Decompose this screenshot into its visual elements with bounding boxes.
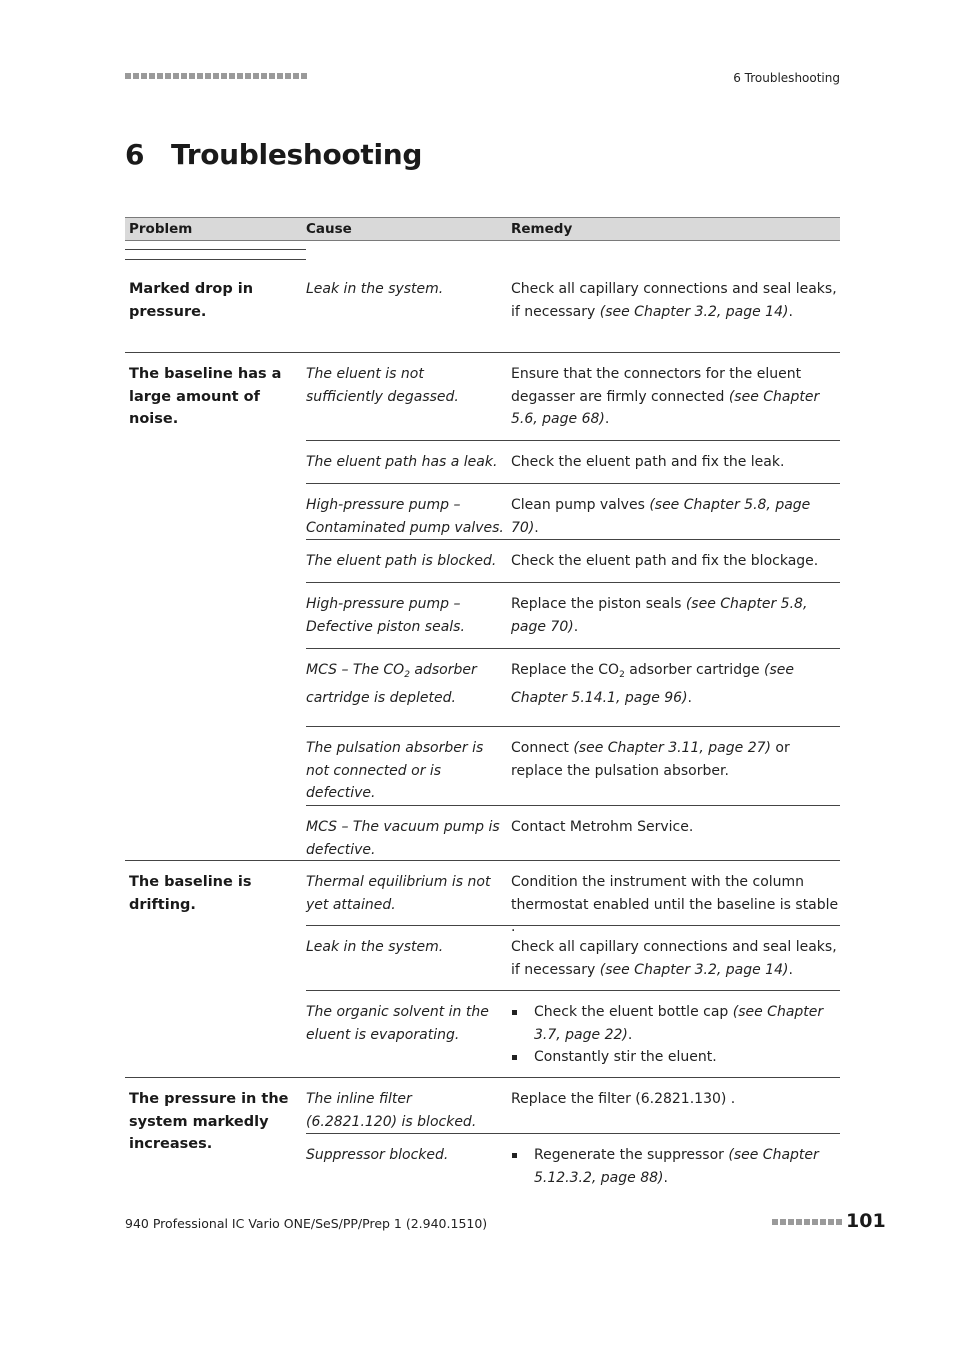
problem-group bbox=[125, 1078, 840, 1194]
cause-cell: Leak in the system. bbox=[306, 281, 444, 297]
header-decoration bbox=[125, 73, 307, 79]
cause-cell: The inline filter (6.2821.120) is blocked. bbox=[306, 1091, 477, 1130]
footer-document-title: 940 Professional IC Vario ONE/SeS/PP/Prep 1 (2.940.1510) bbox=[125, 1216, 488, 1231]
table-row bbox=[306, 268, 840, 352]
remedy-cell: Condition the instrument with the column thermostat enabled until the baseline is stable . bbox=[511, 874, 839, 935]
table-row bbox=[306, 441, 840, 484]
cause-cell: Suppressor blocked. bbox=[306, 1147, 449, 1163]
remedy-cell: Ensure that the connectors for the eluent degasser are firmly connected (see Chapter 5.6, page 68). bbox=[511, 366, 820, 427]
header-cause: Cause bbox=[306, 221, 352, 237]
problem-cell: The baseline is drifting. bbox=[129, 874, 252, 913]
header-problem: Problem bbox=[129, 221, 193, 237]
bullet-icon bbox=[511, 1144, 534, 1189]
table-row bbox=[306, 1134, 840, 1194]
table-row bbox=[306, 727, 840, 806]
cause-cell: MCS – The vacuum pump is defective. bbox=[306, 819, 500, 858]
bullet-icon bbox=[511, 1046, 534, 1069]
troubleshooting-table bbox=[125, 217, 840, 1194]
bullet-item: Constantly stir the eluent. bbox=[511, 1046, 840, 1069]
remedy-cell: Check all capillary connections and seal leaks, if necessary (see Chapter 3.2, page 14). bbox=[511, 939, 837, 978]
remedy-cell: Contact Metrohm Service. bbox=[511, 819, 694, 835]
header-remedy: Remedy bbox=[511, 221, 573, 237]
remedy-cell: Clean pump valves (see Chapter 5.8, page 70). bbox=[511, 497, 811, 536]
problem-cell: Marked drop in pressure. bbox=[129, 281, 254, 320]
cause-cell: The eluent is not sufficiently degassed. bbox=[306, 366, 459, 405]
cause-cell: The eluent path is blocked. bbox=[306, 553, 497, 569]
table-header bbox=[125, 217, 840, 241]
bullet-item: Check the eluent bottle cap (see Chapter 3.7, page 22). bbox=[511, 1001, 840, 1046]
table-row bbox=[306, 806, 840, 860]
cause-cell: The organic solvent in the eluent is evaporating. bbox=[306, 1004, 489, 1043]
page-number: 101 bbox=[846, 1210, 886, 1232]
cause-cell: MCS – The $CO_2$ adsorber cartridge is depleted. bbox=[306, 662, 477, 706]
table-row bbox=[306, 926, 840, 991]
cause-cell: High-pressure pump – Defective piston seals. bbox=[306, 596, 465, 635]
remedy-cell: Check the eluent path and fix the blockage. bbox=[511, 553, 819, 569]
cause-cell: Leak in the system. bbox=[306, 939, 444, 955]
remedy-cell: Replace the piston seals (see Chapter 5.8, page 70). bbox=[511, 596, 808, 635]
bullet-icon bbox=[511, 1001, 534, 1046]
remedy-cell: Connect (see Chapter 3.11, page 27) or replace the pulsation absorber. bbox=[511, 740, 790, 779]
table-row bbox=[306, 540, 840, 583]
remedy-cell bbox=[511, 1134, 840, 1194]
problem-group bbox=[125, 353, 840, 861]
cause-cell: High-pressure pump – Contaminated pump valves. bbox=[306, 497, 504, 536]
table-row bbox=[306, 649, 840, 727]
remedy-cell: Check all capillary connections and seal leaks, if necessary (see Chapter 3.2, page 14). bbox=[511, 281, 837, 320]
problem-group bbox=[125, 861, 840, 1078]
remedy-cell bbox=[511, 991, 840, 1077]
page-title bbox=[125, 138, 422, 171]
table-spacer bbox=[125, 241, 840, 268]
running-header: 6 Troubleshooting bbox=[733, 71, 840, 85]
table-row bbox=[306, 583, 840, 649]
table-row bbox=[306, 861, 840, 935]
remedy-cell: Replace the $CO_2$ adsorber cartridge (see Chapter 5.14.1, page 96). bbox=[511, 662, 795, 706]
cause-cell: The eluent path has a leak. bbox=[306, 454, 498, 470]
table-row bbox=[306, 484, 840, 540]
cause-cell: Thermal equilibrium is not yet attained. bbox=[306, 874, 491, 913]
problem-cell: The pressure in the system markedly increases. bbox=[129, 1091, 289, 1152]
chapter-number: 6 bbox=[125, 138, 145, 171]
footer-decoration bbox=[772, 1219, 842, 1225]
table-row bbox=[306, 353, 840, 441]
table-row bbox=[306, 991, 840, 1077]
table-row bbox=[306, 1078, 840, 1134]
chapter-title: Troubleshooting bbox=[171, 138, 423, 171]
remedy-cell: Replace the filter (6.2821.130) . bbox=[511, 1091, 736, 1107]
bullet-item: Regenerate the suppressor (see Chapter 5.12.3.2, page 88). bbox=[511, 1144, 840, 1189]
problem-cell: The baseline has a large amount of noise. bbox=[129, 366, 282, 427]
problem-group bbox=[125, 268, 840, 353]
remedy-cell: Check the eluent path and fix the leak. bbox=[511, 454, 785, 470]
cause-cell: The pulsation absorber is not connected or is defective. bbox=[306, 740, 484, 801]
